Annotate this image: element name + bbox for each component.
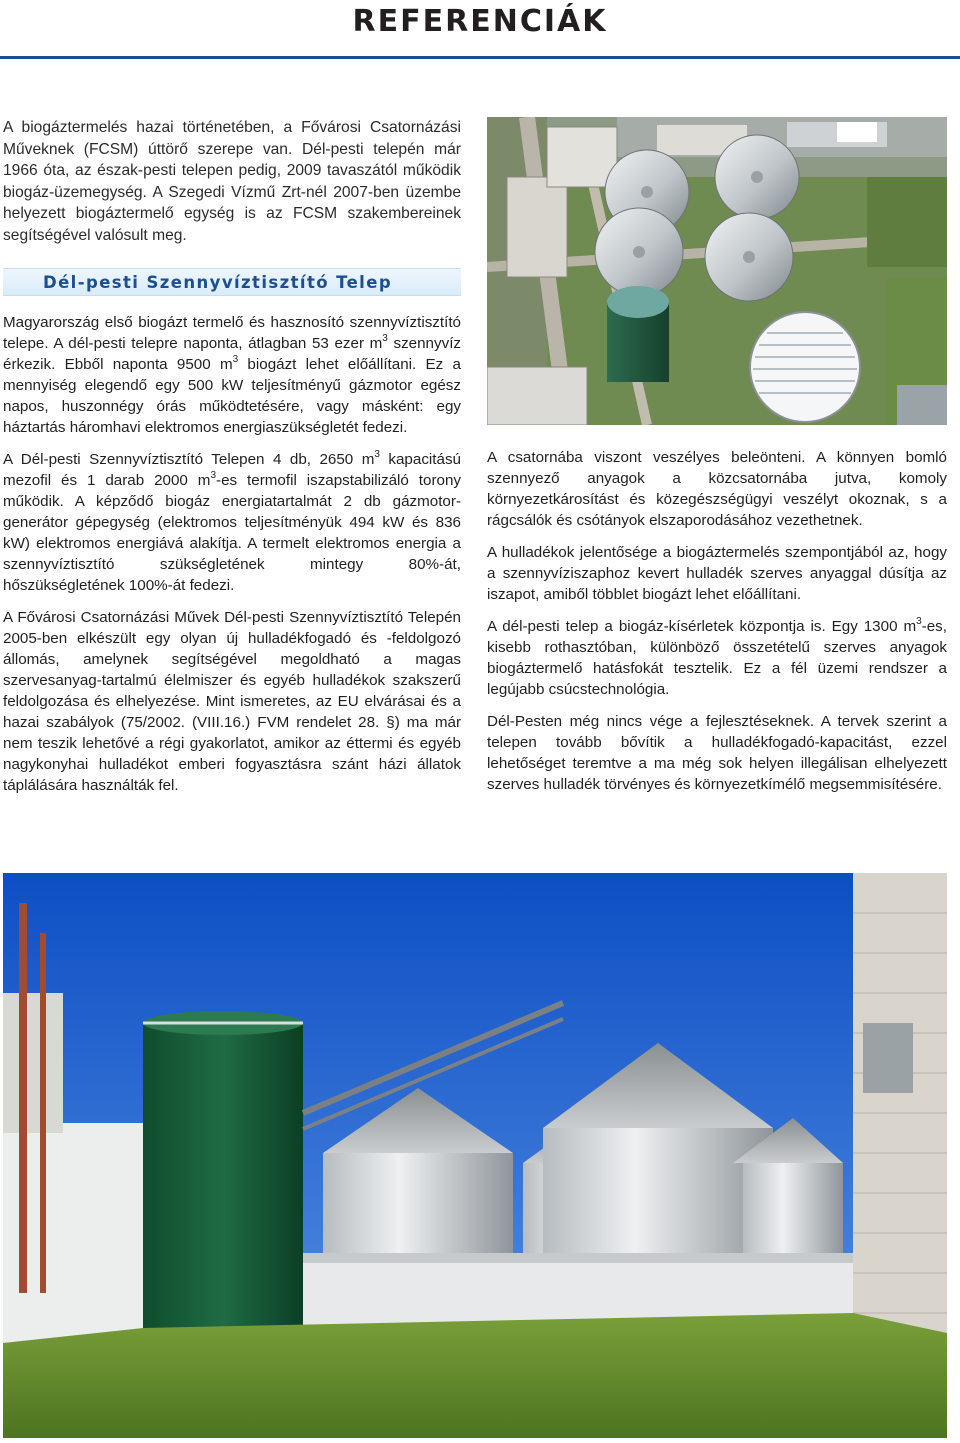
text-span: szennyvíz érkezik. Ebből naponta 9500 m [3, 335, 462, 373]
text-span: A dél-pesti telep a biogáz-kísérletek központja is. Egy 1300 m [487, 618, 917, 635]
text-span: A Dél-pesti Szennyvíztisztító Telepen 4 db, 2650 m [3, 451, 375, 468]
intro-paragraph: A biogáztermelés hazai történetében, a Fővárosi Csatornázási Műveknek (FCSM) úttörő szerepe van. Dél-pesti telepén már 1966 óta, az észak-pesti telepen pedig, 2009 tavaszától működik biogáz-üzemegység. A Szegedi Vízmű Zrt-nél 2007-ben üzembe helyezett biogáztermelő egység is az FCSM szakembereinek segítségével valósult meg. [3, 119, 461, 244]
paragraph-experiments [487, 616, 947, 700]
superscript: 3 [210, 469, 217, 481]
paragraph-plant-overview [3, 312, 461, 438]
aerial-plant-photo [487, 117, 947, 425]
text-span: Magyarország első biogázt termelő és hasznosító szennyvíztisztító telepe. A dél-pesti telepre naponta, átlagban 53 ezer m [3, 314, 461, 352]
superscript: 3 [382, 332, 388, 344]
section-heading-banner [3, 268, 461, 296]
right-column [487, 447, 947, 806]
superscript: 3 [374, 448, 380, 460]
paragraph-waste-importance: A hulladékok jelentősége a biogáztermelés szempontjából az, hogy a szennyvíziszaphoz kevert hulladék szerves anyaggal dúsítja az iszapot, amiből többlet biogázt lehet előállítani. [487, 544, 947, 603]
intro-block [3, 117, 461, 257]
superscript: 3 [232, 353, 239, 365]
left-column [3, 312, 461, 807]
paragraph-sewer-danger: A csatornába viszont veszélyes beleönteni. A könnyen bomló szennyező anyagok a közcsatornába jutva, komoly környezetkárosítást és közegészségügyi veszélyt okoznak, s a rágcsálók és csótányok elszaporodásához vezethetnek. [487, 449, 947, 529]
section-heading: Dél-pesti Szennyvíztisztító Telep [43, 272, 393, 292]
paragraph-developments: Dél-Pesten még nincs vége a fejlesztéseknek. A tervek szerint a telepen tovább bővítik a hulladékfogadó-kapacitást, ezzel lehetőséget teremtve a ma még sok helyen illegálisan elhelyezett szerves hulladék törvényes és környezetkímélő megsemmisítésére. [487, 713, 947, 793]
page-title: REFERENCIÁK [352, 4, 608, 39]
title-divider [0, 56, 960, 59]
paragraph-digesters [3, 449, 461, 596]
text-span: biogázt lehet előállítani. Ez a mennyiség elegendő egy 500 kW teljesítményű gázmotor egész napos, huszonnégy órás működtetésére, vagy másként: egy háztartás háromhavi elektromos energiaszükségletét fedezi. [3, 356, 461, 436]
text-span: -es termofil iszapstabilizáló torony működik. A képződő biogáz energiatartalmát 2 db gázmotor-generátor gépegység (elektromos teljesítményük 494 kW és 836 kW) elektromos energiává alakítja. A termelt elektromos energia a szennyvíztisztító szükségletének mintegy 80%-át, hőszükségletének 100%-át fedezi. [3, 472, 461, 594]
paragraph-waste-station: A Fővárosi Csatornázási Művek Dél-pesti Szennyvíztisztító Telepén 2005-ben elkészült egy olyan új hulladékfogadó és -feldolgozó állomás, amelynek segítségével megoldható a magas szervesanyag-tartalmú élelmiszer és egyéb hulladékok szakszerű feldolgozása és elhelyezése. Mint ismeretes, az EU elvárásai és a hazai szabályok (75/2002. (VIII.16.) FVM rendelet 28. §) ma már nem teszik lehetővé a régi gyakorlatot, amikor az éttermi és egyéb nagykonyhai hulladékot emberi fogyasztásra szánt házi állatok táplálására használták fel. [3, 609, 461, 794]
superscript: 3 [916, 615, 922, 627]
text-span: -es, kisebb rothasztóban, különböző összetételű szerves anyagok biogáztermelő hatásfokát tesztelik. Ez a fél üzemi rendszer a legújabb csúcstechnológia. [487, 618, 947, 698]
text-span: kapacitású mezofil és 1 darab 2000 m [3, 451, 461, 489]
digester-towers-photo [3, 873, 947, 1438]
